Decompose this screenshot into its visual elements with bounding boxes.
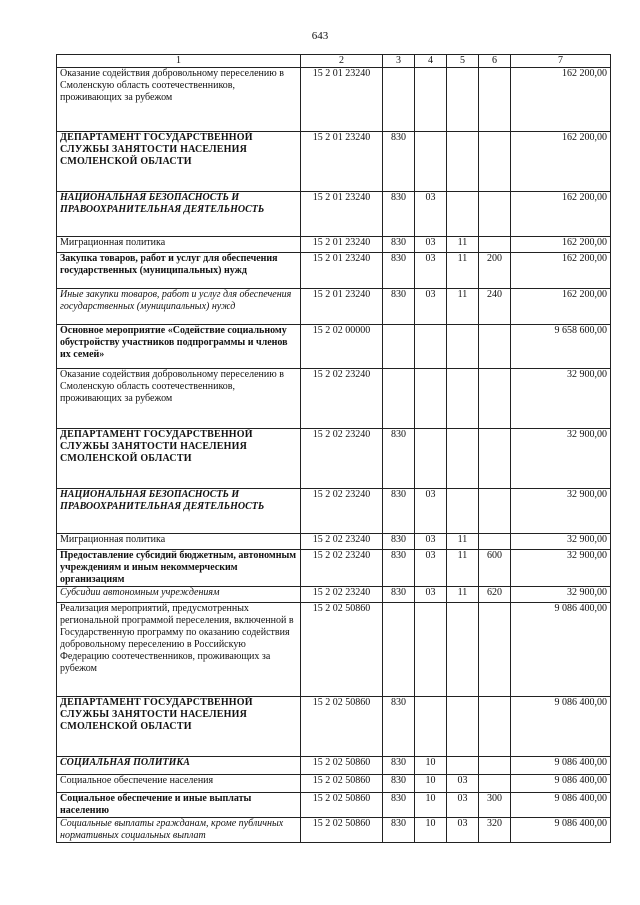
row-expense-type-code bbox=[479, 132, 511, 192]
row-target-code: 15 2 01 23240 bbox=[301, 192, 383, 237]
row-subsection-code bbox=[447, 325, 479, 369]
row-subsection-code: 11 bbox=[447, 550, 479, 587]
table-row bbox=[57, 603, 611, 697]
row-subsection-code: 11 bbox=[447, 534, 479, 550]
row-ministry-code: 830 bbox=[383, 237, 415, 253]
table-row bbox=[57, 550, 611, 587]
row-target-code: 15 2 02 23240 bbox=[301, 369, 383, 429]
row-ministry-code: 830 bbox=[383, 534, 415, 550]
header-col-7: 7 bbox=[511, 55, 611, 68]
row-expense-type-code bbox=[479, 325, 511, 369]
row-amount: 9 086 400,00 bbox=[511, 793, 611, 818]
row-subsection-code: 11 bbox=[447, 237, 479, 253]
row-section-code: 03 bbox=[415, 587, 447, 603]
row-expense-type-code: 620 bbox=[479, 587, 511, 603]
row-amount: 32 900,00 bbox=[511, 534, 611, 550]
row-description: Социальные выплаты гражданам, кроме публичных нормативных социальных выплат bbox=[57, 818, 301, 843]
row-section-code: 03 bbox=[415, 550, 447, 587]
row-ministry-code: 830 bbox=[383, 587, 415, 603]
row-ministry-code: 830 bbox=[383, 429, 415, 489]
row-expense-type-code bbox=[479, 697, 511, 757]
row-target-code: 15 2 02 50860 bbox=[301, 757, 383, 775]
row-ministry-code bbox=[383, 603, 415, 697]
row-description: Предоставление субсидий бюджетным, автономным учреждениям и иным некоммерческим организациям bbox=[57, 550, 301, 587]
row-subsection-code bbox=[447, 132, 479, 192]
row-expense-type-code: 300 bbox=[479, 793, 511, 818]
table-row bbox=[57, 697, 611, 757]
header-col-2: 2 bbox=[301, 55, 383, 68]
page-number: 643 bbox=[311, 30, 329, 42]
row-subsection-code bbox=[447, 603, 479, 697]
row-expense-type-code bbox=[479, 489, 511, 534]
row-amount: 32 900,00 bbox=[511, 587, 611, 603]
row-target-code: 15 2 02 23240 bbox=[301, 587, 383, 603]
table-row bbox=[57, 775, 611, 793]
row-description: Закупка товаров, работ и услуг для обеспечения государственных (муниципальных) нужд bbox=[57, 253, 301, 289]
row-expense-type-code bbox=[479, 603, 511, 697]
row-target-code: 15 2 02 23240 bbox=[301, 534, 383, 550]
row-description: Социальное обеспечение и иные выплаты населению bbox=[57, 793, 301, 818]
row-target-code: 15 2 02 50860 bbox=[301, 818, 383, 843]
table-row bbox=[57, 534, 611, 550]
row-subsection-code: 03 bbox=[447, 793, 479, 818]
table-header-row bbox=[57, 55, 611, 68]
row-amount: 9 086 400,00 bbox=[511, 818, 611, 843]
row-subsection-code bbox=[447, 369, 479, 429]
row-ministry-code: 830 bbox=[383, 550, 415, 587]
row-target-code: 15 2 02 50860 bbox=[301, 697, 383, 757]
table-row bbox=[57, 325, 611, 369]
table-row bbox=[57, 818, 611, 843]
row-amount: 32 900,00 bbox=[511, 369, 611, 429]
row-amount: 9 086 400,00 bbox=[511, 757, 611, 775]
row-section-code bbox=[415, 68, 447, 132]
row-amount: 162 200,00 bbox=[511, 68, 611, 132]
row-target-code: 15 2 01 23240 bbox=[301, 237, 383, 253]
row-section-code: 10 bbox=[415, 793, 447, 818]
row-section-code bbox=[415, 325, 447, 369]
row-expense-type-code bbox=[479, 534, 511, 550]
budget-table bbox=[56, 54, 611, 843]
row-expense-type-code bbox=[479, 429, 511, 489]
row-expense-type-code bbox=[479, 775, 511, 793]
row-expense-type-code bbox=[479, 757, 511, 775]
row-subsection-code bbox=[447, 697, 479, 757]
header-col-5: 5 bbox=[447, 55, 479, 68]
row-target-code: 15 2 02 50860 bbox=[301, 603, 383, 697]
row-section-code bbox=[415, 132, 447, 192]
row-section-code: 03 bbox=[415, 534, 447, 550]
row-subsection-code: 03 bbox=[447, 775, 479, 793]
row-section-code bbox=[415, 697, 447, 757]
row-expense-type-code: 600 bbox=[479, 550, 511, 587]
row-section-code: 03 bbox=[415, 192, 447, 237]
row-expense-type-code bbox=[479, 237, 511, 253]
row-section-code: 03 bbox=[415, 237, 447, 253]
row-section-code bbox=[415, 369, 447, 429]
table-row bbox=[57, 237, 611, 253]
row-target-code: 15 2 02 23240 bbox=[301, 550, 383, 587]
row-description: ДЕПАРТАМЕНТ ГОСУДАРСТВЕННОЙ СЛУЖБЫ ЗАНЯТОСТИ НАСЕЛЕНИЯ СМОЛЕНСКОЙ ОБЛАСТИ bbox=[57, 429, 301, 489]
row-expense-type-code bbox=[479, 68, 511, 132]
header-col-3: 3 bbox=[383, 55, 415, 68]
row-amount: 162 200,00 bbox=[511, 192, 611, 237]
row-expense-type-code: 200 bbox=[479, 253, 511, 289]
row-expense-type-code: 320 bbox=[479, 818, 511, 843]
table-row bbox=[57, 429, 611, 489]
row-description: Миграционная политика bbox=[57, 237, 301, 253]
row-ministry-code: 830 bbox=[383, 697, 415, 757]
row-amount: 9 086 400,00 bbox=[511, 603, 611, 697]
row-section-code: 10 bbox=[415, 775, 447, 793]
row-description: Иные закупки товаров, работ и услуг для обеспечения государственных (муниципальных) нужд bbox=[57, 289, 301, 325]
row-ministry-code: 830 bbox=[383, 757, 415, 775]
row-ministry-code bbox=[383, 325, 415, 369]
table-row bbox=[57, 757, 611, 775]
table-row bbox=[57, 587, 611, 603]
row-ministry-code: 830 bbox=[383, 775, 415, 793]
row-target-code: 15 2 02 50860 bbox=[301, 775, 383, 793]
row-description: Основное мероприятие «Содействие социальному обустройству участников подпрограммы и членов их семей» bbox=[57, 325, 301, 369]
row-description: Оказание содействия добровольному переселению в Смоленскую область соотечественников, проживающих за рубежом bbox=[57, 369, 301, 429]
row-subsection-code bbox=[447, 489, 479, 534]
row-target-code: 15 2 01 23240 bbox=[301, 68, 383, 132]
row-ministry-code: 830 bbox=[383, 289, 415, 325]
row-ministry-code: 830 bbox=[383, 793, 415, 818]
row-ministry-code bbox=[383, 369, 415, 429]
row-subsection-code: 03 bbox=[447, 818, 479, 843]
row-amount: 9 086 400,00 bbox=[511, 697, 611, 757]
table-row bbox=[57, 289, 611, 325]
header-col-4: 4 bbox=[415, 55, 447, 68]
row-description: НАЦИОНАЛЬНАЯ БЕЗОПАСНОСТЬ И ПРАВООХРАНИТЕЛЬНАЯ ДЕЯТЕЛЬНОСТЬ bbox=[57, 489, 301, 534]
row-description: Реализация мероприятий, предусмотренных региональной программой переселения, включенной в Государственную программу по оказанию содействия добровольному переселению в Российскую Федерацию соотечественников, проживающих за рубежом bbox=[57, 603, 301, 697]
row-subsection-code: 11 bbox=[447, 587, 479, 603]
table-row bbox=[57, 68, 611, 132]
row-expense-type-code bbox=[479, 192, 511, 237]
row-description: Субсидии автономным учреждениям bbox=[57, 587, 301, 603]
table-row bbox=[57, 489, 611, 534]
row-ministry-code: 830 bbox=[383, 489, 415, 534]
row-description: СОЦИАЛЬНАЯ ПОЛИТИКА bbox=[57, 757, 301, 775]
row-amount: 32 900,00 bbox=[511, 550, 611, 587]
row-expense-type-code: 240 bbox=[479, 289, 511, 325]
table-row bbox=[57, 192, 611, 237]
row-subsection-code bbox=[447, 429, 479, 489]
row-subsection-code: 11 bbox=[447, 289, 479, 325]
row-amount: 162 200,00 bbox=[511, 289, 611, 325]
row-description: Социальное обеспечение населения bbox=[57, 775, 301, 793]
row-description: Миграционная политика bbox=[57, 534, 301, 550]
row-description: ДЕПАРТАМЕНТ ГОСУДАРСТВЕННОЙ СЛУЖБЫ ЗАНЯТОСТИ НАСЕЛЕНИЯ СМОЛЕНСКОЙ ОБЛАСТИ bbox=[57, 132, 301, 192]
row-expense-type-code bbox=[479, 369, 511, 429]
row-ministry-code: 830 bbox=[383, 818, 415, 843]
row-section-code: 03 bbox=[415, 489, 447, 534]
row-amount: 162 200,00 bbox=[511, 253, 611, 289]
row-subsection-code bbox=[447, 757, 479, 775]
header-col-6: 6 bbox=[479, 55, 511, 68]
row-section-code bbox=[415, 603, 447, 697]
row-ministry-code: 830 bbox=[383, 132, 415, 192]
table-row bbox=[57, 793, 611, 818]
row-amount: 9 658 600,00 bbox=[511, 325, 611, 369]
row-amount: 32 900,00 bbox=[511, 429, 611, 489]
row-target-code: 15 2 02 50860 bbox=[301, 793, 383, 818]
row-target-code: 15 2 01 23240 bbox=[301, 289, 383, 325]
row-target-code: 15 2 02 00000 bbox=[301, 325, 383, 369]
row-subsection-code bbox=[447, 68, 479, 132]
row-ministry-code: 830 bbox=[383, 192, 415, 237]
row-section-code: 03 bbox=[415, 289, 447, 325]
row-target-code: 15 2 01 23240 bbox=[301, 253, 383, 289]
row-description: ДЕПАРТАМЕНТ ГОСУДАРСТВЕННОЙ СЛУЖБЫ ЗАНЯТОСТИ НАСЕЛЕНИЯ СМОЛЕНСКОЙ ОБЛАСТИ bbox=[57, 697, 301, 757]
header-col-1: 1 bbox=[57, 55, 301, 68]
row-section-code bbox=[415, 429, 447, 489]
row-amount: 9 086 400,00 bbox=[511, 775, 611, 793]
row-target-code: 15 2 02 23240 bbox=[301, 489, 383, 534]
row-amount: 162 200,00 bbox=[511, 237, 611, 253]
row-section-code: 03 bbox=[415, 253, 447, 289]
table-row bbox=[57, 253, 611, 289]
row-section-code: 10 bbox=[415, 818, 447, 843]
row-subsection-code: 11 bbox=[447, 253, 479, 289]
row-amount: 32 900,00 bbox=[511, 489, 611, 534]
row-description: Оказание содействия добровольному переселению в Смоленскую область соотечественников, проживающих за рубежом bbox=[57, 68, 301, 132]
row-description: НАЦИОНАЛЬНАЯ БЕЗОПАСНОСТЬ И ПРАВООХРАНИТЕЛЬНАЯ ДЕЯТЕЛЬНОСТЬ bbox=[57, 192, 301, 237]
row-ministry-code: 830 bbox=[383, 253, 415, 289]
row-section-code: 10 bbox=[415, 757, 447, 775]
table-row bbox=[57, 369, 611, 429]
row-target-code: 15 2 01 23240 bbox=[301, 132, 383, 192]
table-row bbox=[57, 132, 611, 192]
row-ministry-code bbox=[383, 68, 415, 132]
row-subsection-code bbox=[447, 192, 479, 237]
row-amount: 162 200,00 bbox=[511, 132, 611, 192]
row-target-code: 15 2 02 23240 bbox=[301, 429, 383, 489]
